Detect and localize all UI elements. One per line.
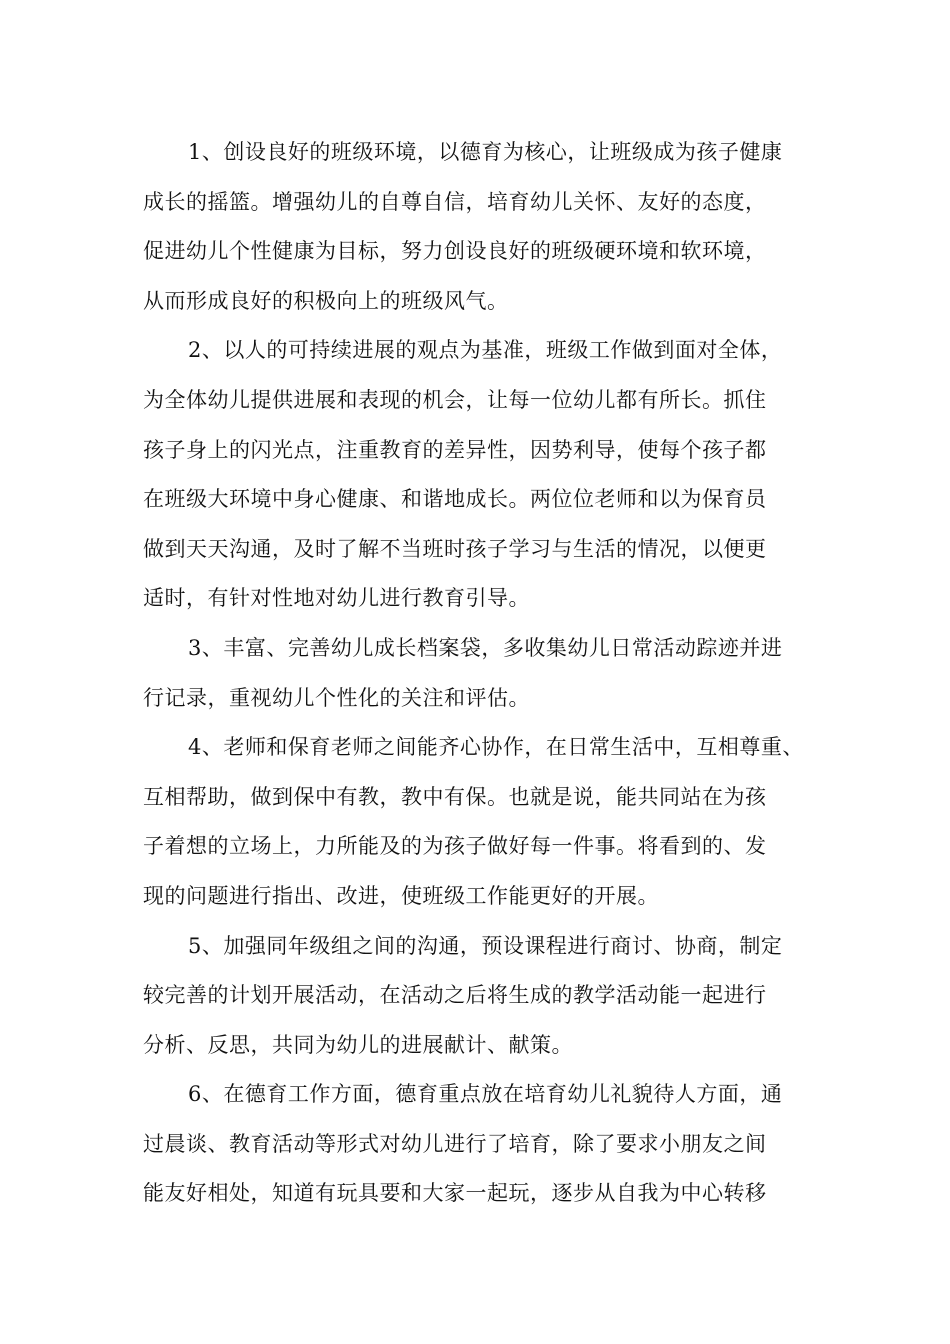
paragraph-4 bbox=[143, 723, 813, 921]
text-line: 1、创设良好的班级环境，以德育为核心，让班级成为孩子健康 bbox=[188, 140, 783, 164]
text-line: 较完善的计划开展活动，在活动之后将生成的教学活动能一起进行 bbox=[143, 983, 767, 1008]
text-line: 孩子身上的闪光点，注重教育的差异性，因势利导，使每个孩子都 bbox=[143, 437, 767, 462]
text-line: 5、加强同年级组之间的沟通，预设课程进行商讨、协商，制定 bbox=[188, 933, 783, 958]
paragraph-1 bbox=[143, 128, 813, 326]
paragraph-2 bbox=[143, 326, 813, 624]
text-line: 能友好相处，知道有玩具要和大家一起玩，逐步从自我为中心转移 bbox=[143, 1181, 767, 1206]
text-line: 现的问题进行指出、改进，使班级工作能更好的开展。 bbox=[143, 883, 659, 908]
text-line: 促进幼儿个性健康为目标，努力创设良好的班级硬环境和软环境， bbox=[143, 239, 767, 264]
document-body bbox=[143, 128, 813, 1219]
text-line: 为全体幼儿提供进展和表现的机会，让每一位幼儿都有所长。抓住 bbox=[143, 387, 767, 412]
text-line: 行记录，重视幼儿个性化的关注和评估。 bbox=[143, 685, 530, 710]
text-line: 过晨谈、教育活动等形式对幼儿进行了培育，除了要求小朋友之间 bbox=[143, 1131, 767, 1156]
text-line: 3、丰富、完善幼儿成长档案袋，多收集幼儿日常活动踪迹并进 bbox=[188, 635, 783, 660]
paragraph-3 bbox=[143, 624, 813, 723]
text-line: 从而形成良好的积极向上的班级风气。 bbox=[143, 288, 509, 313]
paragraph-5 bbox=[143, 922, 813, 1071]
text-line: 做到天天沟通，及时了解不当班时孩子学习与生活的情况，以便更 bbox=[143, 536, 767, 561]
text-line: 6、在德育工作方面，德育重点放在培育幼儿礼貌待人方面，通 bbox=[188, 1082, 783, 1107]
text-line: 成长的摇篮。增强幼儿的自尊自信，培育幼儿关怀、友好的态度， bbox=[143, 189, 767, 214]
text-line: 4、老师和保育老师之间能齐心协作，在日常生活中，互相尊重、 bbox=[188, 735, 804, 760]
paragraph-6 bbox=[143, 1070, 813, 1219]
text-line: 子着想的立场上，力所能及的为孩子做好每一件事。将看到的、发 bbox=[143, 834, 767, 859]
text-line: 互相帮助，做到保中有教，教中有保。也就是说，能共同站在为孩 bbox=[143, 784, 767, 809]
text-line: 分析、反思，共同为幼儿的进展献计、献策。 bbox=[143, 1032, 573, 1057]
text-line: 2、以人的可持续进展的观点为基准，班级工作做到面对全体， bbox=[188, 338, 783, 363]
text-line: 在班级大环境中身心健康、和谐地成长。两位位老师和以为保育员 bbox=[143, 487, 767, 512]
text-line: 适时，有针对性地对幼儿进行教育引导。 bbox=[143, 586, 530, 611]
